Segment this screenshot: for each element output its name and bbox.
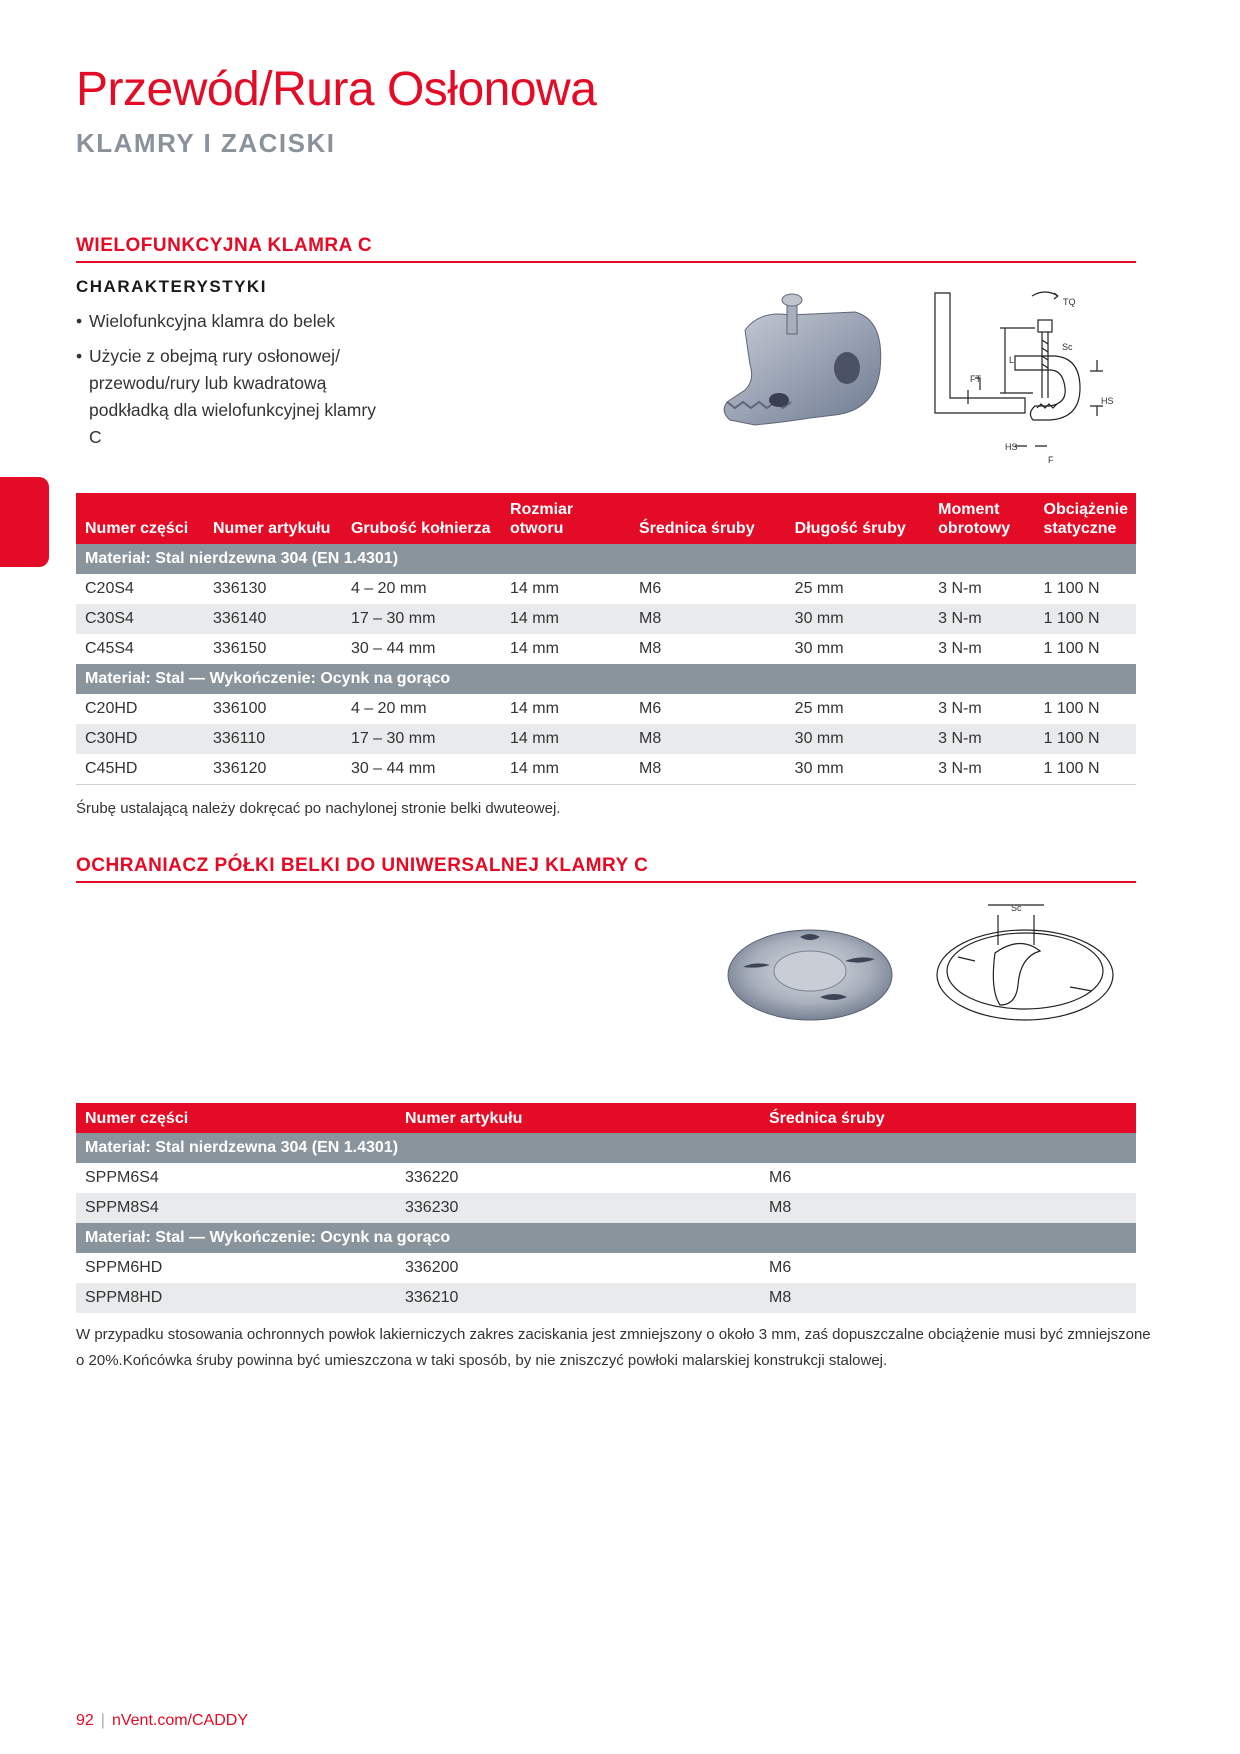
table-row — [76, 1283, 1136, 1313]
cell: M8 — [630, 724, 786, 754]
label-ft: FT — [970, 374, 981, 384]
cell: 14 mm — [501, 604, 630, 634]
cell: M8 — [630, 604, 786, 634]
cell: C30HD — [76, 724, 204, 754]
col-header: Średnica śruby — [760, 1103, 1136, 1133]
col-header: Obciążenie statyczne — [1035, 493, 1136, 544]
cell: 1 100 N — [1043, 640, 1100, 657]
table-row — [76, 694, 1136, 724]
cell: 30 mm — [786, 754, 929, 785]
flange-protector-dimension-drawing — [930, 895, 1120, 1025]
cell: 25 mm — [794, 580, 844, 597]
col-header: Moment obrotowy — [929, 493, 1034, 544]
cell: 30 mm — [786, 604, 929, 634]
cell: 17 – 30 mm — [342, 724, 501, 754]
features-list — [76, 308, 376, 459]
cell: 14 mm — [510, 700, 559, 717]
cell: 30 mm — [794, 640, 844, 657]
cell: 336210 — [396, 1283, 760, 1313]
col-header: Numer artykułu — [396, 1103, 760, 1133]
cell: M8 — [760, 1283, 1136, 1313]
side-tab-marker — [0, 477, 49, 567]
cell: M8 — [638, 640, 662, 657]
page-number: 92 — [76, 1712, 94, 1729]
cell: M6 — [769, 1259, 792, 1276]
table-row — [76, 724, 1136, 754]
label-hs-bottom: HS — [1005, 442, 1018, 452]
label-tq: TQ — [1063, 297, 1076, 307]
page-subtitle: KLAMRY I ZACISKI — [76, 128, 336, 158]
page-footer: 92 | nVent.com/CADDY — [76, 1712, 249, 1729]
features-heading: CHARAKTERYSTYKI — [76, 277, 267, 296]
page-title: Przewód/Rura Osłonowa — [76, 63, 597, 116]
cell: 4 – 20 mm — [350, 700, 427, 717]
cell: 336220 — [405, 1169, 459, 1186]
flange-protector-photo — [725, 925, 895, 1025]
cell: SPPM8S4 — [76, 1193, 396, 1223]
cell: 336140 — [204, 604, 342, 634]
cell: 336230 — [396, 1193, 760, 1223]
cell: 336130 — [212, 580, 267, 597]
table-header-row — [76, 1103, 1136, 1133]
table-row — [76, 634, 1136, 664]
cell: 30 – 44 mm — [350, 640, 436, 657]
cell: 3 N-m — [929, 724, 1034, 754]
table-row — [76, 754, 1136, 785]
coating-note: W przypadku stosowania ochronnych powłok lakierniczych zakres zaciskania jest zmniejszony o około 3 mm, zaś dopuszczalne obciążenie musi być zmniejszone o 20%.Końcówka śruby powinna być umieszczona w taki sposób, by nie zniszczyć powłoki malarskiej konstrukcji stalowej. — [76, 1326, 1151, 1369]
col-header: Numer części — [76, 493, 204, 544]
col-header: Numer części — [76, 1103, 396, 1133]
label-l: L — [1009, 355, 1015, 365]
cell: 14 mm — [510, 640, 559, 657]
cell: 3 N-m — [938, 700, 982, 717]
cell: SPPM6HD — [85, 1259, 163, 1276]
cell: 14 mm — [501, 724, 630, 754]
cell: C20S4 — [85, 580, 134, 597]
table-row — [76, 1193, 1136, 1223]
cell: M6 — [638, 700, 662, 717]
cell: 336110 — [204, 724, 342, 754]
material-label: Materiał: Stal nierdzewna 304 (EN 1.4301) — [76, 544, 1136, 574]
c-clamp-photo — [715, 290, 890, 460]
material-row — [76, 1223, 1136, 1253]
col-header: Numer artykułu — [204, 493, 342, 544]
cell: 336200 — [405, 1259, 459, 1276]
cell: 3 N-m — [929, 604, 1034, 634]
cell: 1 100 N — [1043, 700, 1100, 717]
cell: 1 100 N — [1043, 580, 1100, 597]
c-clamp-dimension-drawing — [925, 288, 1120, 473]
cell: M8 — [630, 754, 786, 785]
cell: SPPM6S4 — [85, 1169, 159, 1186]
col-header: Grubość kołnierza — [342, 493, 501, 544]
col-header: Długość śruby — [786, 493, 929, 544]
c-clamp-table — [76, 493, 1136, 785]
material-row — [76, 1133, 1136, 1163]
cell: 1 100 N — [1035, 724, 1136, 754]
col-header: Rozmiar otworu — [501, 493, 630, 544]
cell: M8 — [760, 1193, 1136, 1223]
feature-item: • Wielofunkcyjna klamra do belek — [76, 308, 376, 335]
cell: C45HD — [76, 754, 204, 785]
cell: 25 mm — [794, 700, 844, 717]
material-label: Materiał: Stal nierdzewna 304 (EN 1.4301) — [76, 1133, 1136, 1163]
cell: M6 — [638, 580, 662, 597]
cell: 17 – 30 mm — [342, 604, 501, 634]
cell: 3 N-m — [938, 580, 982, 597]
cell: 14 mm — [510, 580, 559, 597]
table-row — [76, 574, 1136, 604]
feature-item: • Użycie z obejmą rury osłonowej/ przewodu/rury lub kwadratową podkładką dla wielofunkcyjnej klamry C — [76, 343, 376, 451]
material-label: Materiał: Stal — Wykończenie: Ocynk na gorąco — [76, 664, 1136, 694]
material-row — [76, 664, 1136, 694]
cell: 336150 — [212, 640, 267, 657]
material-label: Materiał: Stal — Wykończenie: Ocynk na gorąco — [76, 1223, 1136, 1253]
table-row — [76, 1253, 1136, 1283]
cell: C45S4 — [85, 640, 134, 657]
cell: 30 mm — [786, 724, 929, 754]
cell: 14 mm — [501, 754, 630, 785]
cell: 30 – 44 mm — [342, 754, 501, 785]
section-heading-c-clamp: WIELOFUNKCYJNA KLAMRA C — [76, 235, 1136, 263]
cell: 336100 — [212, 700, 267, 717]
cell: C30S4 — [76, 604, 204, 634]
cell: 3 N-m — [929, 754, 1034, 785]
table-header-row — [76, 493, 1136, 544]
cell: 3 N-m — [938, 640, 982, 657]
label-hs-right: HS — [1101, 396, 1114, 406]
label-sc: Sc — [1062, 342, 1073, 352]
cell: 1 100 N — [1035, 754, 1136, 785]
material-row — [76, 544, 1136, 574]
cell: 336120 — [204, 754, 342, 785]
cell: C20HD — [85, 700, 138, 717]
section-heading-flange-protector: OCHRANIACZ PÓŁKI BELKI DO UNIWERSALNEJ KLAMRY C — [76, 855, 1136, 883]
website-link[interactable]: nVent.com/CADDY — [111, 1712, 249, 1729]
col-header: Średnica śruby — [630, 493, 786, 544]
label-sc: Sc — [1011, 903, 1022, 913]
cell: SPPM8HD — [76, 1283, 396, 1313]
cell: 1 100 N — [1035, 604, 1136, 634]
flange-protector-table — [76, 1103, 1136, 1313]
table-row — [76, 604, 1136, 634]
label-f: F — [1048, 455, 1054, 465]
table-note: Śrubę ustalającą należy dokręcać po nachylonej stronie belki dwuteowej. — [76, 800, 561, 817]
cell: M6 — [769, 1169, 792, 1186]
table-row — [76, 1163, 1136, 1193]
cell: 4 – 20 mm — [350, 580, 427, 597]
